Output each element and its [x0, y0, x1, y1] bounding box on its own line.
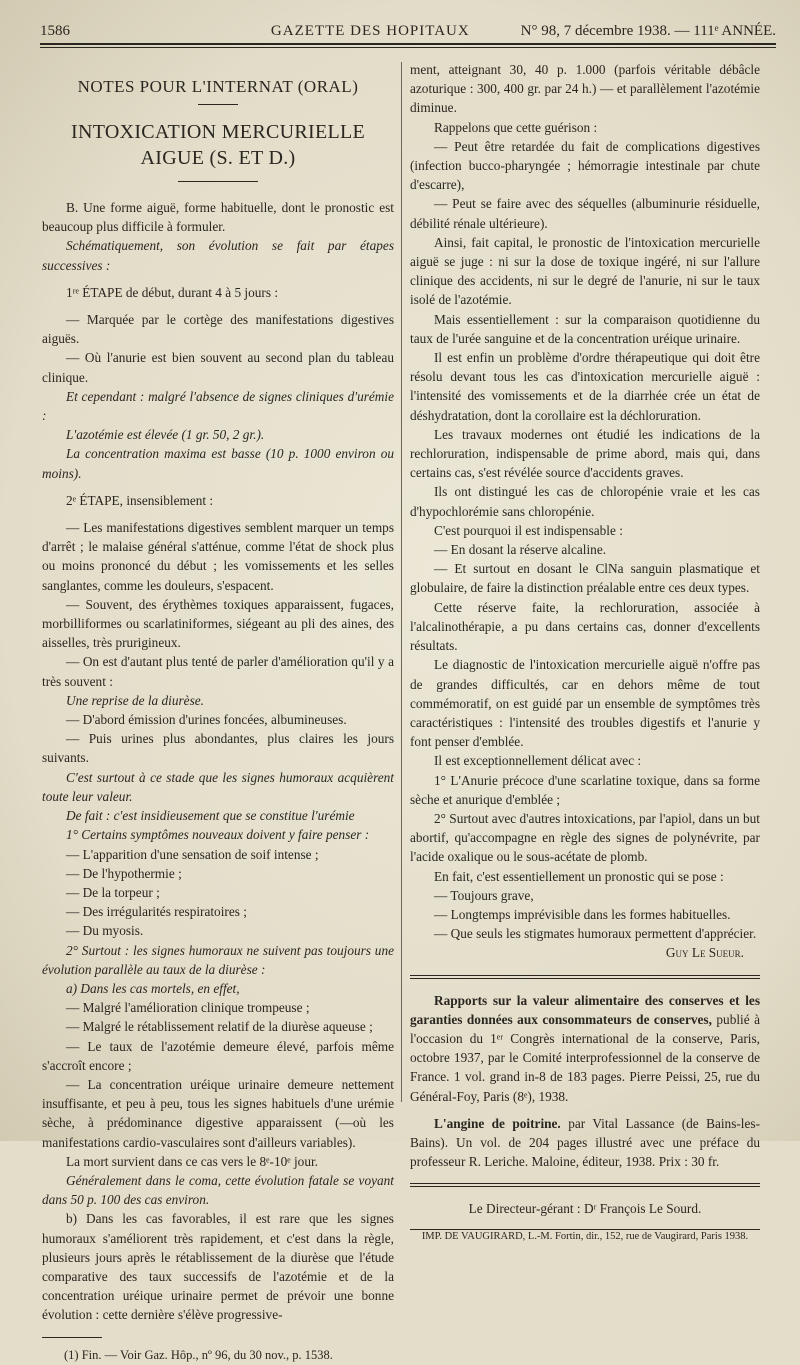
- issue-info: N° 98, 7 décembre 1938. — 111ᵉ ANNÉE.: [520, 23, 776, 39]
- paragraph: — Du myosis.: [66, 923, 144, 939]
- paragraph: — Peut être retardée du fait de complications digestives (infection bucco-pharyngée ; hémorragie intestinale par chute d'escarre),: [410, 138, 760, 193]
- paragraph: Généralement dans le coma, cette évolution fatale se voyant dans 50 p. 100 des cas environ.: [42, 1172, 394, 1208]
- director-line: Le Directeur-gérant : Dʳ François Le Sourd.: [468, 1201, 702, 1217]
- paragraph: 1° Certains symptômes nouveaux doivent y faire penser :: [66, 827, 370, 843]
- paragraph: — De la torpeur ;: [66, 884, 160, 900]
- paragraph: — L'apparition d'une sensation de soif intense ;: [66, 846, 319, 862]
- paragraph: B. Une forme aiguë, forme habituelle, dont le pronostic est beaucoup plus difficile à formuler.: [42, 200, 394, 235]
- paragraph: b) Dans les cas favorables, il est rare que les signes humoraux s'améliorent très rapidement, et c'est dans la règle, plusieurs jours après le rétablissement de la diurèse que l'étude comparative des taux successifs de l'azotémie et de la concentration uréique urinaire permet de prévoir une bonne évolution : cette dernière s'élève progressive-: [42, 1211, 394, 1323]
- paragraph: Et cependant : malgré l'absence de signes cliniques d'urémie :: [42, 388, 394, 424]
- paragraph: En fait, c'est essentiellement un pronostic qui se pose :: [434, 868, 724, 884]
- right-column: [410, 60, 760, 1244]
- header-rule-thin: [40, 47, 776, 48]
- header-rule: [40, 43, 776, 45]
- paragraph: Une reprise de la diurèse.: [66, 692, 204, 708]
- paragraph: 2° Surtout : les signes humoraux ne suivent pas toujours une évolution parallèle au taux de la diurèse :: [42, 942, 394, 977]
- paragraph: — Souvent, des érythèmes toxiques apparaissent, fugaces, morbilliformes ou scarlatiniformes, siégeant au pli des aines, des aisselles, très prurigineux.: [42, 596, 394, 651]
- section-rule: [410, 1183, 760, 1184]
- paragraph: Rappelons que cette guérison :: [434, 119, 598, 135]
- paragraph: — La concentration uréique urinaire demeure nettement insuffisante, et peu à peu, tous les signes habituels d'une urémie sèche, à prédominance digestive apparaissent (—où les manifestations cardio-vasculaires sont d'ailleurs variables).: [42, 1076, 394, 1150]
- book-notice: [410, 991, 760, 1106]
- book-notice-title: Rapports sur la valeur alimentaire des conserves et les garanties données aux consommateurs de conserves,: [410, 992, 760, 1027]
- left-column: [42, 60, 394, 1365]
- book-notice-details: par Vital Lassance (de Bains-les-Bains). Un vol. de 204 pages illustré avec une préface du professeur R. Leriche. Maloine, éditeur, 1938. Prix : 30 fr.: [410, 1115, 760, 1170]
- paragraph: — Des irrégularités respiratoires ;: [66, 904, 247, 920]
- paragraph: Le diagnostic de l'intoxication mercurielle aiguë n'offre pas de grandes difficultés, car en dehors même de tout commémoratif, on est guidé par un ensemble de symptômes très caractéristiques : l'intensité des troubles digestifs et l'anurie y font penser d'emblée.: [410, 657, 760, 750]
- paragraph: — Toujours grave,: [434, 887, 534, 903]
- paragraph: 1° L'Anurie précoce d'une scarlatine toxique, dans sa forme sèche et anurique d'emblée ;: [410, 772, 760, 807]
- author-signature: Guy Le Sueur.: [665, 945, 744, 961]
- paragraph: — Marquée par le cortège des manifestations digestives aiguës.: [42, 312, 394, 347]
- paragraph: — Et surtout en dosant le ClNa sanguin plasmatique et globulaire, de faire la distinction préalable entre ces deux types.: [410, 561, 760, 596]
- paragraph: — De l'hypothermie ;: [66, 865, 182, 881]
- paragraph: — D'abord émission d'urines foncées, albumineuses.: [66, 712, 347, 728]
- book-notice-details: publié à l'occasion du 1ᵉʳ Congrès international de la conserve, Paris, octobre 1937, par le Comité interprofessionnel de la conserve de France. 1 vol. grand in-8 de 183 pages. Pierre Peissi, 25, rue du Général-Foy, Paris (8ᵉ), 1938.: [410, 1011, 760, 1104]
- book-notice-title: L'angine de poitrine.: [434, 1115, 561, 1131]
- rubric-title: NOTES POUR L'INTERNAT (ORAL): [77, 77, 359, 96]
- page-header: [40, 14, 776, 40]
- paragraph: Ils ont distingué les cas de chloropénie vraie et les cas d'hypochlorémie sans chloropénie.: [410, 484, 760, 519]
- paragraph: Les travaux modernes ont étudié les indications de la rechloruration, indispensable de prime abord, mais qui, dans certains cas, s'est révélée source d'accidents graves.: [410, 426, 760, 481]
- paragraph: — Puis urines plus abondantes, plus claires les jours suivants.: [42, 731, 394, 766]
- paragraph: L'azotémie est élevée (1 gr. 50, 2 gr.).: [66, 427, 265, 443]
- section-rule-thin: [410, 1186, 760, 1187]
- paragraph: La mort survient dans ce cas vers le 8ᵉ-10ᵉ jour.: [66, 1153, 318, 1169]
- title-rule: [178, 181, 258, 182]
- footnote: (1) Fin. — Voir Gaz. Hôp., nº 96, du 30 nov., p. 1538.: [64, 1347, 333, 1362]
- paragraph: De fait : c'est insidieusement que se constitue l'urémie: [66, 808, 355, 824]
- book-notice: [410, 1114, 760, 1172]
- step-heading: 2ᵉ ÉTAPE, insensiblement :: [66, 492, 214, 508]
- step-heading: 1ʳᵉ ÉTAPE de début, durant 4 à 5 jours :: [66, 284, 279, 300]
- journal-title: GAZETTE DES HOPITAUX: [270, 23, 470, 39]
- paragraph: Schématiquement, son évolution se fait par étapes successives :: [42, 238, 394, 273]
- paragraph: Il est exceptionnellement délicat avec :: [434, 753, 642, 769]
- paragraph: — Où l'anurie est bien souvent au second plan du tableau clinique.: [42, 350, 394, 385]
- paragraph: 2° Surtout avec d'autres intoxications, par l'apiol, dans un but abortif, qu'accompagne en règle des signes de polynévrite, par l'acide oxalique ou le sous-acétate de plomb.: [410, 810, 760, 865]
- article-title: INTOXICATION MERCURIELLE AIGUE (S. ET D.): [70, 121, 366, 169]
- paragraph: ment, atteignant 30, 40 p. 1.000 (parfois véritable débâcle azoturique : 300, 400 gr. par 24 h.) — et parallèlement l'azotémie diminue.: [410, 62, 760, 116]
- paragraph: — Peut se faire avec des séquelles (albuminurie résiduelle, débilité rénale ultérieure).: [410, 196, 760, 231]
- paragraph: a) Dans les cas mortels, en effet,: [66, 980, 240, 996]
- paragraph: Il est enfin un problème d'ordre thérapeutique qui doit être résolu devant tous les cas d'intoxication mercurielle aiguë : l'intensité des vomissements et de la diarrhée crée un état de déshydratation, dont la corollaire est la déchloruration.: [410, 350, 760, 423]
- section-rule-thin: [410, 978, 760, 979]
- paragraph: — Malgré l'amélioration clinique trompeuse ;: [66, 1000, 310, 1016]
- paragraph: — On est d'autant plus tenté de parler d'amélioration qu'il y a très souvent :: [42, 654, 394, 689]
- paragraph: La concentration maxima est basse (10 p. 1000 environ ou moins).: [42, 446, 394, 481]
- paragraph: Cette réserve faite, la rechloruration, associée à l'alcalinothérapie, a pu dans certains cas, donner d'excellents résultats.: [410, 599, 760, 654]
- paragraph: — En dosant la réserve alcaline.: [434, 542, 607, 558]
- paragraph: C'est pourquoi il est indispensable :: [434, 522, 623, 538]
- printer-imprint: IMP. DE VAUGIRARD, L.-M. Fortin, dir., 152, rue de Vaugirard, Paris 1938.: [421, 1230, 749, 1242]
- section-rule: [410, 975, 760, 976]
- paragraph: Mais essentiellement : sur la comparaison quotidienne du taux de l'urée sanguine et de la concentration uréique urinaire.: [410, 311, 760, 346]
- paragraph: Ainsi, fait capital, le pronostic de l'intoxication mercurielle aiguë se juge : ni sur la dose de toxique ingéré, ni sur l'allure clinique des accidents, ni sur le degré de l'anurie, ni sur le taux isolé de l'azotémie.: [410, 234, 760, 308]
- rubric-rule: [198, 104, 238, 105]
- paragraph: — Longtemps imprévisible dans les formes habituelles.: [434, 906, 731, 922]
- paragraph: — Malgré le rétablissement relatif de la diurèse aqueuse ;: [66, 1019, 373, 1035]
- column-divider: [401, 62, 402, 1102]
- footnote-rule: [42, 1337, 102, 1338]
- paragraph: C'est surtout à ce stade que les signes humoraux acquièrent toute leur valeur.: [42, 769, 394, 804]
- page-number: 1586: [40, 23, 70, 39]
- paragraph: — Les manifestations digestives semblent marquer un temps d'arrêt ; le malaise général s'atténue, comme l'état de shock plus ou moins prononcé du début ; les vomissements et les selles sanglantes, comme les douleurs, s'espacent.: [42, 520, 394, 593]
- paragraph: — Le taux de l'azotémie demeure élevé, parfois même s'accroît encore ;: [42, 1038, 394, 1073]
- paragraph: — Que seuls les stigmates humoraux permettent d'apprécier.: [434, 926, 757, 942]
